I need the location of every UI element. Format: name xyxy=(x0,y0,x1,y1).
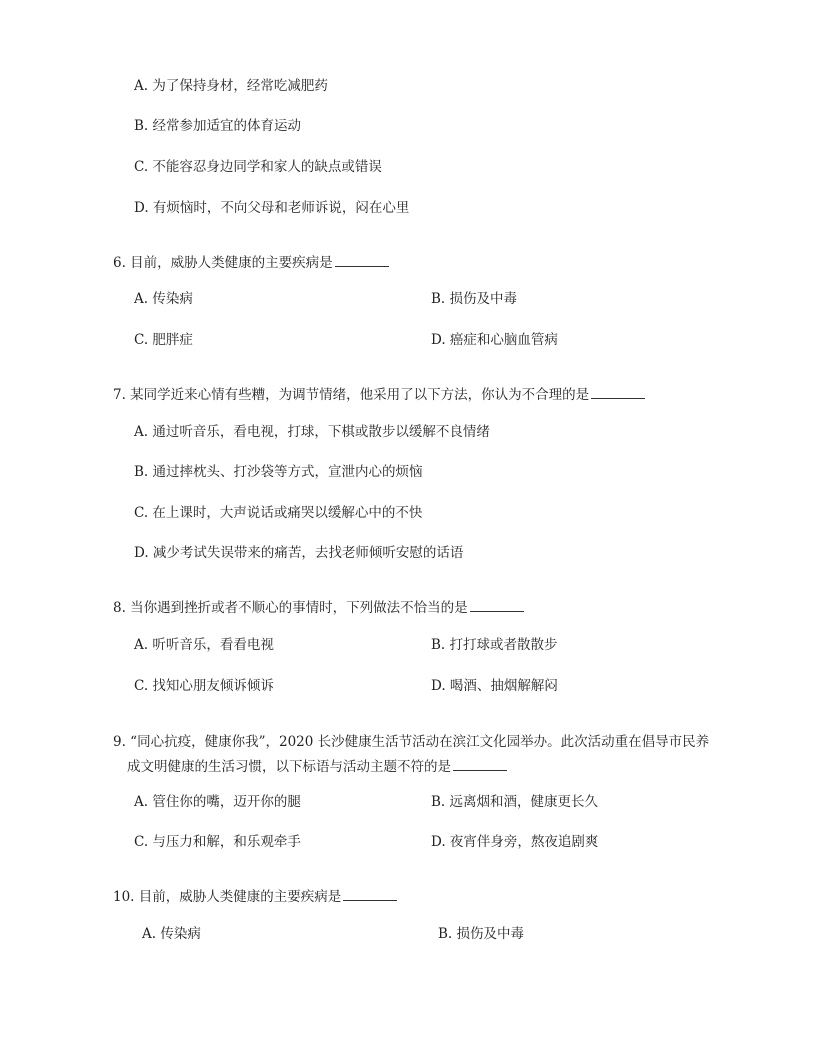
q6-option-a: A. 传染病 xyxy=(134,291,193,307)
q9-option-a: A. 管住你的嘴，迈开你的腿 xyxy=(134,794,301,810)
q8-option-c: C. 找知心朋友倾诉倾诉 xyxy=(134,678,274,694)
q5-option-b: B. 经常参加适宜的体育运动 xyxy=(134,118,302,134)
q9-option-c: C. 与压力和解，和乐观牵手 xyxy=(134,834,301,850)
q6-option-b: B. 损伤及中毒 xyxy=(431,291,518,307)
q9-option-d: D. 夜宵伴身旁，熬夜追剧爽 xyxy=(431,834,599,850)
q6-stem-text: 6. 目前，威胁人类健康的主要疾病是 xyxy=(113,255,333,271)
q10-stem xyxy=(113,888,397,906)
q6-stem xyxy=(113,254,389,272)
q8-option-a: A. 听听音乐，看看电视 xyxy=(134,637,274,653)
q7-stem xyxy=(113,386,645,404)
q8-answer-blank xyxy=(470,599,524,612)
q7-option-a: A. 通过听音乐，看电视，打球，下棋或散步以缓解不良情绪 xyxy=(134,424,490,440)
q7-option-d: D. 减少考试失误带来的痛苦，去找老师倾听安慰的话语 xyxy=(134,545,464,561)
q5-option-c: C. 不能容忍身边同学和家人的缺点或错误 xyxy=(134,159,382,175)
q7-option-b: B. 通过摔枕头、打沙袋等方式，宣泄内心的烦恼 xyxy=(134,464,423,480)
q9-stem-text: 成文明健康的生活习惯，以下标语与活动主题不符的是 xyxy=(127,759,451,775)
q7-answer-blank xyxy=(591,386,645,399)
q6-option-c: C. 肥胖症 xyxy=(134,332,193,348)
q9-answer-blank xyxy=(453,758,507,771)
q6-answer-blank xyxy=(335,254,389,267)
q6-option-d: D. 癌症和心脑血管病 xyxy=(431,332,558,348)
q10-stem-text: 10. 目前，威胁人类健康的主要疾病是 xyxy=(113,889,342,905)
q8-option-b: B. 打打球或者散散步 xyxy=(431,637,558,653)
q9-stem-line2 xyxy=(127,758,507,776)
q5-option-d: D. 有烦恼时，不向父母和老师诉说，闷在心里 xyxy=(134,200,410,216)
q10-option-b: B. 损伤及中毒 xyxy=(438,926,525,942)
q7-stem-text: 7. 某同学近来心情有些糟，为调节情绪，他采用了以下方法，你认为不合理的是 xyxy=(113,387,590,403)
q10-option-a: A. 传染病 xyxy=(142,926,201,942)
q8-stem-text: 8. 当你遇到挫折或者不顺心的事情时，下列做法不恰当的是 xyxy=(113,600,468,616)
q9-stem-line1: 9. “同心抗疫，健康你我”，2020 长沙健康生活节活动在滨江文化园举办。此次活动重在倡导市民养 xyxy=(113,734,710,750)
q7-option-c: C. 在上课时，大声说话或痛哭以缓解心中的不快 xyxy=(134,505,423,521)
q8-stem xyxy=(113,599,524,617)
q5-option-a: A. 为了保持身材，经常吃减肥药 xyxy=(134,78,328,94)
q9-option-b: B. 远离烟和酒，健康更长久 xyxy=(431,794,599,810)
q8-option-d: D. 喝酒、抽烟解解闷 xyxy=(431,678,558,694)
q10-answer-blank xyxy=(343,888,397,901)
